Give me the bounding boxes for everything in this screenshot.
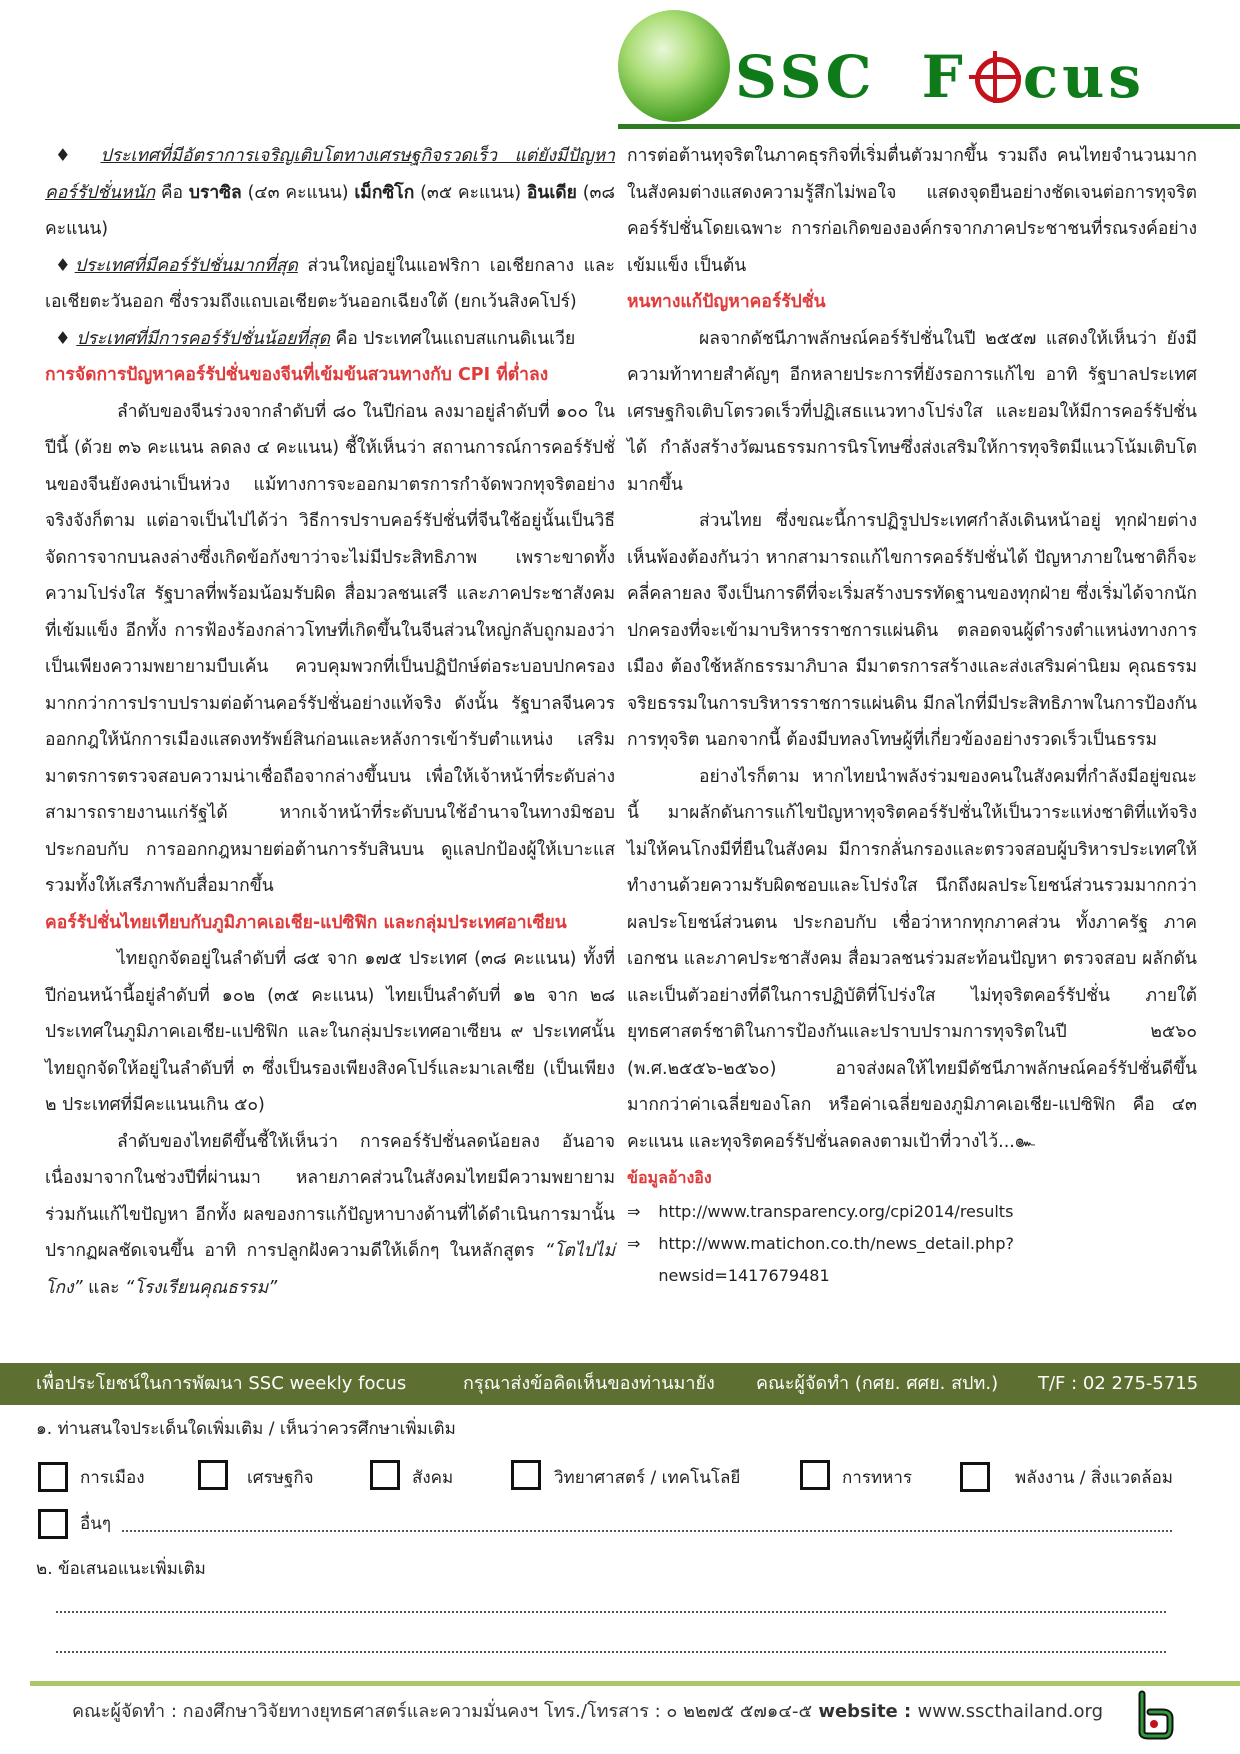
header-rule: [618, 124, 1240, 129]
checkbox-label-politics: การเมือง: [80, 1468, 145, 1488]
logo-f: F: [921, 43, 967, 111]
page-number-logo-icon: [1132, 1688, 1176, 1740]
paragraph-continued: การต่อต้านทุจริตในภาคธุรกิจที่เริ่มตื่นตัวมากขึ้น รวมถึง คนไทยจำนวนมากในสังคมต่างแสดงความรู้สึกไม่พอใจ แสดงจุดยืนอย่างชัดเจนต่อการทุจริตคอร์รัปชั่นโดยเฉพาะ การก่อเกิดขององค์กรจากภาคประชาชนที่รณรงค์อย่างเข้มแข็ง เป็นต้น: [627, 146, 1197, 276]
checkbox-science[interactable]: [511, 1460, 541, 1490]
footer-org: กองศึกษาวิจัยทางยุทธศาสตร์และความมั่นคงฯ: [182, 1701, 539, 1722]
reference-2-cont: [627, 1260, 1197, 1292]
section-heading-solution: หนทางแก้ปัญหาคอร์รัปชั่น: [627, 292, 826, 312]
reference-1: [627, 1196, 1197, 1228]
reference-2: [627, 1228, 1197, 1260]
paragraph-thailand-improve: ลำดับของไทยดีขึ้นชี้ให้เห็นว่า การคอร์รัปชั่นลดน้อยลง อันอาจเนื่องมาจากในช่วงปีที่ผ่านมา หลายภาคส่วนในสังคมไทยมีความพยายามร่วมกันแก้ไขปัญหา อีกทั้ง ผลของการแก้ปัญหาบางด้านที่ได้ดำเนินการมานั้นปรากฏผลชัดเจนขึ้น อาทิ การปลูกฝังความดีให้เด็กๆ ในหลักสูตร “โตไปไม่โกง” และ “โรงเรียนคุณธรรม”: [45, 1131, 615, 1298]
globe-logo-icon: [618, 10, 730, 122]
suggestion-line-1[interactable]: [56, 1611, 1166, 1613]
end-mark-icon: ๛: [1014, 1131, 1036, 1152]
bullet-2: ♦ประเทศที่มีคอร์รัปชั่นมากที่สุด ส่วนใหญ่อยู่ในแอฟริกา เอเชียกลาง และเอเชียตะวันออก ซึ่งรวมถึงแถบเอเชียตะวันออกเฉียงใต้ (ยกเว้นสิงคโปร์): [45, 255, 615, 312]
bullet-3-heading: ประเทศที่มีการคอร์รัปชั่นน้อยที่สุด: [76, 328, 330, 349]
ssc-focus-logo: [735, 43, 1145, 111]
suggestion-line-2[interactable]: [56, 1651, 1166, 1653]
arrow-icon: ⇒: [627, 1234, 641, 1253]
logo-cus: cus: [1022, 43, 1145, 111]
reference-heading: ข้อมูลอ้างอิง: [627, 1168, 712, 1187]
checkbox-label-science: วิทยาศาสตร์ / เทคโนโลยี: [554, 1468, 741, 1488]
checkbox-society[interactable]: [370, 1460, 400, 1490]
paragraph-cpi-2557: ผลจากดัชนีภาพลักษณ์คอร์รัปชั่นในปี ๒๕๕๗ แสดงให้เห็นว่า ยังมีความท้าทายสำคัญๆ อีกหลายประการที่ยังรอการแก้ไข อาทิ รัฐบาลประเทศเศรษฐกิจเติบโตรวดเร็วที่ปฏิเสธแนวทางโปร่งใส และยอมให้มีการคอร์รัปชั่นได้ กำลังสร้างวัฒนธรรมการนิรโทษซึ่งส่งเสริมให้การทุจริตมีแนวโน้มเติบโตมากขึ้น: [627, 328, 1197, 495]
footer-rule: [30, 1681, 1240, 1686]
right-column: [627, 138, 1197, 1292]
feedback-band: [0, 1363, 1240, 1405]
footer-phone: ๐ ๒๒๗๕ ๕๗๑๔-๕: [666, 1701, 813, 1722]
reference-link-1[interactable]: http://www.transparency.org/cpi2014/results: [658, 1202, 1014, 1221]
crosshair-icon: [969, 51, 1021, 103]
question-2-label: ๒. ข้อเสนอแนะเพิ่มเติม: [36, 1559, 206, 1579]
checkbox-other[interactable]: [38, 1509, 68, 1539]
footer-website-link[interactable]: www.sscthailand.org: [917, 1701, 1103, 1722]
checkbox-label-society: สังคม: [412, 1468, 454, 1488]
question-1-label: ๑. ท่านสนใจประเด็นใดเพิ่มเติม / เห็นว่าควรศึกษาเพิ่มเติม: [36, 1419, 456, 1439]
arrow-icon: ⇒: [627, 1202, 641, 1221]
checkbox-economy[interactable]: [198, 1460, 228, 1490]
checkbox-military[interactable]: [800, 1460, 830, 1490]
bullet-3: ♦ ประเทศที่มีการคอร์รัปชั่นน้อยที่สุด คือ ประเทศในแถบสแกนดิเนเวีย: [55, 328, 576, 349]
paragraph-china: ลำดับของจีนร่วงจากลำดับที่ ๘๐ ในปีก่อน ลงมาอยู่ลำดับที่ ๑๐๐ ในปีนี้ (ด้วย ๓๖ คะแนน ลดลง ๔ คะแนน) ชี้ให้เห็นว่า สถานการณ์การคอร์รัปชั่นของจีนยังคงน่าเป็นห่วง แม้ทางการจะออกมาตรการกำจัดพวกทุจริตอย่างจริงจังก็ตาม แต่อาจเป็นไปได้ว่า วิธีการปราบคอร์รัปชั่นที่จีนใช้อยู่นั้นเป็นวิธีจัดการจากบนลงล่างซึ่งเกิดข้อกังขาว่าจะไม่มีประสิทธิภาพ เพราะขาดทั้งความโปร่งใส รัฐบาลที่พร้อมน้อมรับผิด สื่อมวลชนเสรี และภาคประชาสังคมที่เข้มแข็ง อีกทั้ง การฟ้องร้องกล่าวโทษที่เกิดขึ้นในจีนส่วนใหญ่กลับถูกมองว่าเป็นเพียงความพยายามบีบเค้น ควบคุมพวกที่เป็นปฏิปักษ์ต่อระบอบปกครองมากกว่าการปราบปรามต่อต้านคอร์รัปชั่นอย่างแท้จริง ดังนั้น รัฐบาลจีนควรออกกฎให้นักการเมืองแสดงทรัพย์สินก่อนและหลังการเข้ารับตำแหน่ง เสริมมาตรการตรวจสอบความน่าเชื่อถือจากล่างขึ้นบน เพื่อให้เจ้าหน้าที่ระดับล่างสามารถรายงานแก่รัฐได้ หากเจ้าหน้าที่ระดับบนใช้อำนาจในทางมิชอบ ประกอบกับ การออกกฎหมายต่อต้านการรับสินบน ดูแลปกป้องผู้ให้เบาะแส รวมทั้งให้เสรีภาพกับสื่อมากขึ้น: [45, 401, 615, 896]
checkbox-label-energy: พลังงาน / สิ่งแวดล้อม: [1015, 1468, 1173, 1488]
other-input-line[interactable]: [122, 1530, 1172, 1532]
left-column: [45, 138, 615, 1306]
band-request: กรุณาส่งข้อคิดเห็นของท่านมายัง: [463, 1373, 715, 1394]
footer-credits: คณะผู้จัดทำ : กองศึกษาวิจัยทางยุทธศาสตร์และความมั่นคงฯ โทร./โทรสาร : ๐ ๒๒๗๕ ๕๗๑๔-๕ website : www.sscthailand.org: [72, 1701, 1103, 1722]
section-heading-china: การจัดการปัญหาคอร์รัปชั่นของจีนที่เข้มข้นสวนทางกับ CPI ที่ต่ำลง: [45, 365, 549, 385]
checkbox-label-other: อื่นๆ: [80, 1514, 111, 1534]
checkbox-politics[interactable]: [38, 1462, 68, 1492]
checkbox-label-economy: เศรษฐกิจ: [247, 1468, 314, 1488]
band-purpose: เพื่อประโยชน์ในการพัฒนา SSC weekly focus: [36, 1373, 407, 1394]
reference-link-2-cont[interactable]: newsid=1417679481: [658, 1266, 830, 1285]
bullet-1: ♦ ประเทศที่มีอัตราการเจริญเติบโตทางเศรษฐกิจรวดเร็ว แต่ยังมีปัญหาคอร์รัปชั่นหนัก คือ บราซิล (๔๓ คะแนน) เม็กซิโก (๓๕ คะแนน) อินเดีย (๓๘ คะแนน): [45, 146, 615, 239]
bullet-2-heading: ประเทศที่มีคอร์รัปชั่นมากที่สุด: [74, 255, 298, 276]
paragraph-thai-reform: ส่วนไทย ซึ่งขณะนี้การปฏิรูปประเทศกำลังเดินหน้าอยู่ ทุกฝ่ายต่างเห็นพ้องต้องกันว่า หากสามารถแก้ไขการคอร์รัปชั่นได้ ปัญหาภายในชาติก็จะคลี่คลายลง จึงเป็นการดีที่จะเริ่มสร้างบรรทัดฐานของทุกฝ่าย ซึ่งเริ่มได้จากนักปกครองที่จะเข้ามาบริหารราชการแผ่นดิน ตลอดจนผู้ดำรงตำแหน่งทางการเมือง ต้องใช้หลักธรรมาภิบาล มีมาตรการสร้างและส่งเสริมค่านิยม คุณธรรมจริยธรรมในการบริหารราชการแผ่นดิน มีกลไกที่มีประสิทธิภาพในการป้องกันการทุจริต นอกจากนี้ ต้องมีบทลงโทษผู้ที่เกี่ยวข้องอย่างรวดเร็วเป็นธรรม: [627, 511, 1197, 750]
bullet-1-heading: ประเทศที่มีอัตราการเจริญเติบโตทางเศรษฐกิจรวดเร็ว แต่ยังมีปัญหาคอร์รัปชั่นหนัก: [45, 146, 615, 203]
paragraph-conclusion: อย่างไรก็ตาม หากไทยนำพลังร่วมของคนในสังคมที่กำลังมีอยู่ขณะนี้ มาผลักดันการแก้ไขปัญหาทุจริตคอร์รัปชั่นให้เป็นวาระแห่งชาติที่แท้จริง ไม่ให้คนโกงมีที่ยืนในสังคม มีการกลั่นกรองและตรวจสอบผู้บริหารประเทศให้ทำงานด้วยความรับผิดชอบและโปร่งใส นึกถึงผลประโยชน์ส่วนรวมมากกว่าผลประโยชน์ส่วนตน ประกอบกับ เชื่อว่าหากทุกภาคส่วน ทั้งภาครัฐ ภาคเอกชน และภาคประชาสังคม สื่อมวลชนร่วมสะท้อนปัญหา ตรวจสอบ ผลักดัน และเป็นตัวอย่างที่ดีในการปฏิบัติที่โปร่งใส ไม่ทุจริตคอร์รัปชั่น ภายใต้ยุทธศาสตร์ชาติในการป้องกันและปราบปรามการทุจริตในปี ๒๕๖๐ (พ.ศ.๒๕๕๖-๒๕๖๐) อาจส่งผลให้ไทยมีดัชนีภาพลักษณ์คอร์รัปชั่นดีขึ้นมากกว่าค่าเฉลี่ยของโลก หรือค่าเฉลี่ยของภูมิภาคเอเชีย-แปซิฟิก คือ ๔๓ คะแนน และทุจริตคอร์รัปชั่นลดลงตามเป้าที่วางไว้...๛: [627, 766, 1197, 1152]
section-heading-thailand: คอร์รัปชั่นไทยเทียบกับภูมิภาคเอเชีย-แปซิฟิก และกลุ่มประเทศอาเซียน: [45, 912, 567, 933]
paragraph-thailand-rank: ไทยถูกจัดอยู่ในลำดับที่ ๘๕ จาก ๑๗๕ ประเทศ (๓๘ คะแนน) ทั้งที่ปีก่อนหน้านี้อยู่ลำดับที่ ๑๐๒ (๓๕ คะแนน) ไทยเป็นลำดับที่ ๑๒ จาก ๒๘ ประเทศในภูมิภาคเอเชีย-แปซิฟิก และในกลุ่มประเทศอาเซียน ๙ ประเทศนั้น ไทยถูกจัดให้อยู่ในลำดับที่ ๓ ซึ่งเป็นรองเพียงสิงคโปร์และมาเลเซีย (เป็นเพียง ๒ ประเทศที่มีคะแนนเกิน ๕๐): [45, 949, 615, 1115]
checkbox-energy[interactable]: [960, 1462, 990, 1492]
logo-ssc: SSC: [735, 43, 876, 111]
reference-link-2[interactable]: http://www.matichon.co.th/news_detail.php?: [658, 1234, 1014, 1253]
band-team: คณะผู้จัดทำ (กศย. ศศย. สปท.): [756, 1373, 999, 1394]
checkbox-label-military: การทหาร: [842, 1468, 913, 1488]
band-phone: T/F : 02 275-5715: [1038, 1373, 1199, 1394]
